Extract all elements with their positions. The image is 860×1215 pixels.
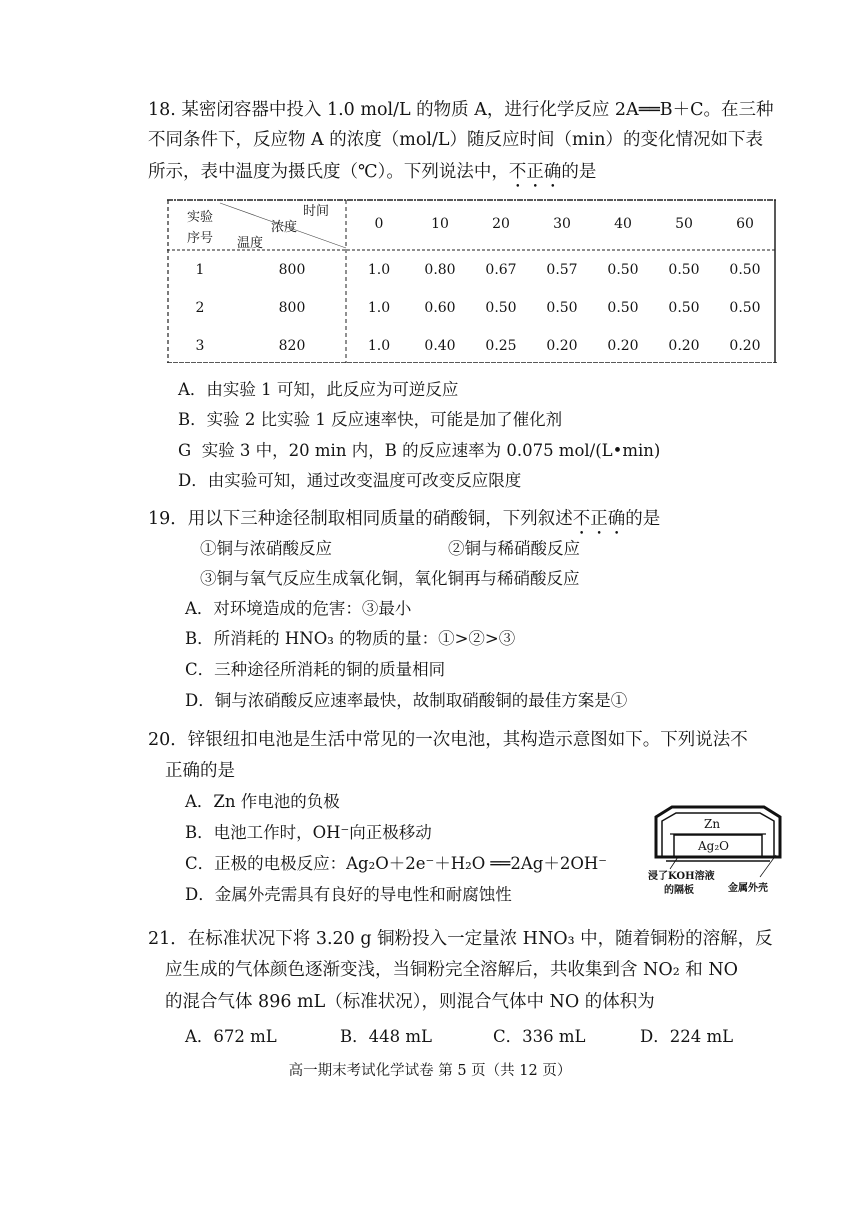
q18-line1: 18. 某密闭容器中投入 1.0 mol/L 的物质 A，进行化学反应 2A══B＋C。在三种: [148, 100, 774, 120]
q19-option-a: A．对环境造成的危害：③最小: [185, 599, 412, 618]
button-battery-diagram: [648, 795, 788, 905]
table-cell: 0.57: [546, 262, 578, 278]
q19-option-d: D．铜与浓硝酸反应速率最快，故制取硝酸铜的最佳方案是①: [185, 691, 628, 710]
time-header: 10: [431, 216, 449, 232]
q19-option-c: C．三种途径所消耗的铜的质量相同: [185, 660, 446, 679]
table-cell: 0.50: [607, 300, 639, 316]
table-cell: 0.50: [485, 300, 517, 316]
q19-line1-emph: 不正确: [572, 509, 626, 529]
time-header: 30: [553, 216, 571, 232]
header-exp: 实验: [186, 210, 213, 225]
table-cell: 0.20: [668, 338, 700, 354]
table-cell: 0.50: [607, 262, 639, 278]
row-temp: 800: [278, 300, 306, 316]
table-cell: 1.0: [367, 300, 391, 316]
q19-option-b: B．所消耗的 HNO₃ 的物质的量：①>②>③: [185, 629, 516, 648]
q21-option-b: B．448 mL: [340, 1027, 432, 1046]
q18-line3-post: 的是: [561, 162, 597, 182]
row-temp: 820: [278, 338, 306, 354]
table-cell: 1.0: [367, 262, 391, 278]
q19-line1: [148, 507, 660, 539]
q18-option-a: A．由实验 1 可知，此反应为可逆反应: [178, 380, 459, 399]
q19-path3: ③铜与氧气反应生成氧化铜，氧化铜再与稀硝酸反应: [200, 569, 580, 588]
table-cell: 0.20: [729, 338, 761, 354]
table-cell: 0.60: [424, 300, 456, 316]
q18-line2: 不同条件下，反应物 A 的浓度（mol/L）随反应时间（min）的变化情况如下表: [148, 130, 763, 150]
q19-path2: ②铜与稀硝酸反应: [448, 539, 580, 558]
q20-line2: 正确的是: [165, 761, 235, 781]
time-header: 60: [736, 216, 754, 232]
q19-line1-pre: 19．用以下三种途径制取相同质量的硝酸铜，下列叙述: [148, 509, 573, 529]
q18-option-c-mark: G: [178, 441, 192, 460]
header-conc: 浓度: [270, 220, 297, 235]
q20-line1: 20．锌银纽扣电池是生活中常见的一次电池，其构造示意图如下。下列说法不: [148, 730, 748, 750]
time-header: 0: [374, 216, 384, 232]
q20-option-c: C．正极的电极反应：Ag₂O＋2e⁻＋H₂O ══2Ag＋2OH⁻: [185, 854, 607, 873]
header-time: 时间: [302, 204, 329, 219]
q21-option-a: A．672 mL: [185, 1027, 277, 1046]
separator-label-2: 的隔板: [664, 885, 694, 896]
q18-option-c: [178, 439, 660, 463]
q21-line1: 21．在标准状况下将 3.20 g 铜粉投入一定量浓 HNO₃ 中，随着铜粉的溶解，反: [148, 929, 773, 949]
table-cell: 0.50: [729, 300, 761, 316]
page-footer: 高一期末考试化学试卷 第 5 页（共 12 页）: [288, 1063, 572, 1079]
q20-option-a: A．Zn 作电池的负极: [185, 792, 340, 811]
q18-option-c-text: 实验 3 中，20 min 内，B 的反应速率为 0.075 mol/(L•min): [201, 441, 661, 460]
q21-option-d: D．224 mL: [640, 1027, 734, 1046]
q18-option-d: D．由实验可知，通过改变温度可改变反应限度: [178, 471, 522, 490]
rate-table: [166, 198, 778, 363]
table-cell: 0.20: [546, 338, 578, 354]
table-cell: 1.0: [367, 338, 391, 354]
shell-label: 金属外壳: [728, 883, 768, 894]
q18-line3-emph: 不正确: [508, 162, 562, 182]
time-header: 40: [614, 216, 632, 232]
table-cell: 0.50: [668, 300, 700, 316]
q18-option-b: B．实验 2 比实验 1 反应速率快，可能是加了催化剂: [178, 410, 563, 429]
table-cell: 0.50: [668, 262, 700, 278]
table-cell: 0.80: [424, 262, 456, 278]
row-temp: 800: [278, 262, 306, 278]
row-id: 3: [195, 338, 205, 354]
header-temp: 温度: [236, 236, 263, 251]
q21-option-c: C．336 mL: [493, 1027, 586, 1046]
q19-line1-post: 的是: [625, 509, 661, 529]
q21-line3: 的混合气体 896 mL（标准状况），则混合气体中 NO 的体积为: [165, 992, 655, 1012]
row-id: 1: [195, 262, 205, 278]
table-cell: 0.20: [607, 338, 639, 354]
time-header: 50: [675, 216, 693, 232]
q18-line3: [148, 160, 596, 192]
q20-option-b: B．电池工作时，OH⁻向正极移动: [185, 823, 432, 842]
time-header: 20: [492, 216, 510, 232]
ag2o-label: Ag₂O: [698, 839, 729, 853]
separator-label-1: 浸了KOH溶液: [648, 871, 715, 882]
table-cell: 0.50: [729, 262, 761, 278]
q19-path1: ①铜与浓硝酸反应: [200, 539, 332, 558]
q20-option-d: D．金属外壳需具有良好的导电性和耐腐蚀性: [185, 885, 512, 904]
header-seq: 序号: [186, 231, 213, 246]
row-id: 2: [195, 300, 205, 316]
q21-line2: 应生成的气体颜色逐渐变浅，当铜粉完全溶解后，共收集到含 NO₂ 和 NO: [165, 960, 739, 980]
table-cell: 0.50: [546, 300, 578, 316]
zn-label: Zn: [704, 817, 721, 831]
table-cell: 0.40: [424, 338, 456, 354]
q18-line3-pre: 所示，表中温度为摄氏度（℃）。下列说法中，: [148, 162, 509, 182]
table-cell: 0.25: [485, 338, 517, 354]
table-cell: 0.67: [485, 262, 517, 278]
